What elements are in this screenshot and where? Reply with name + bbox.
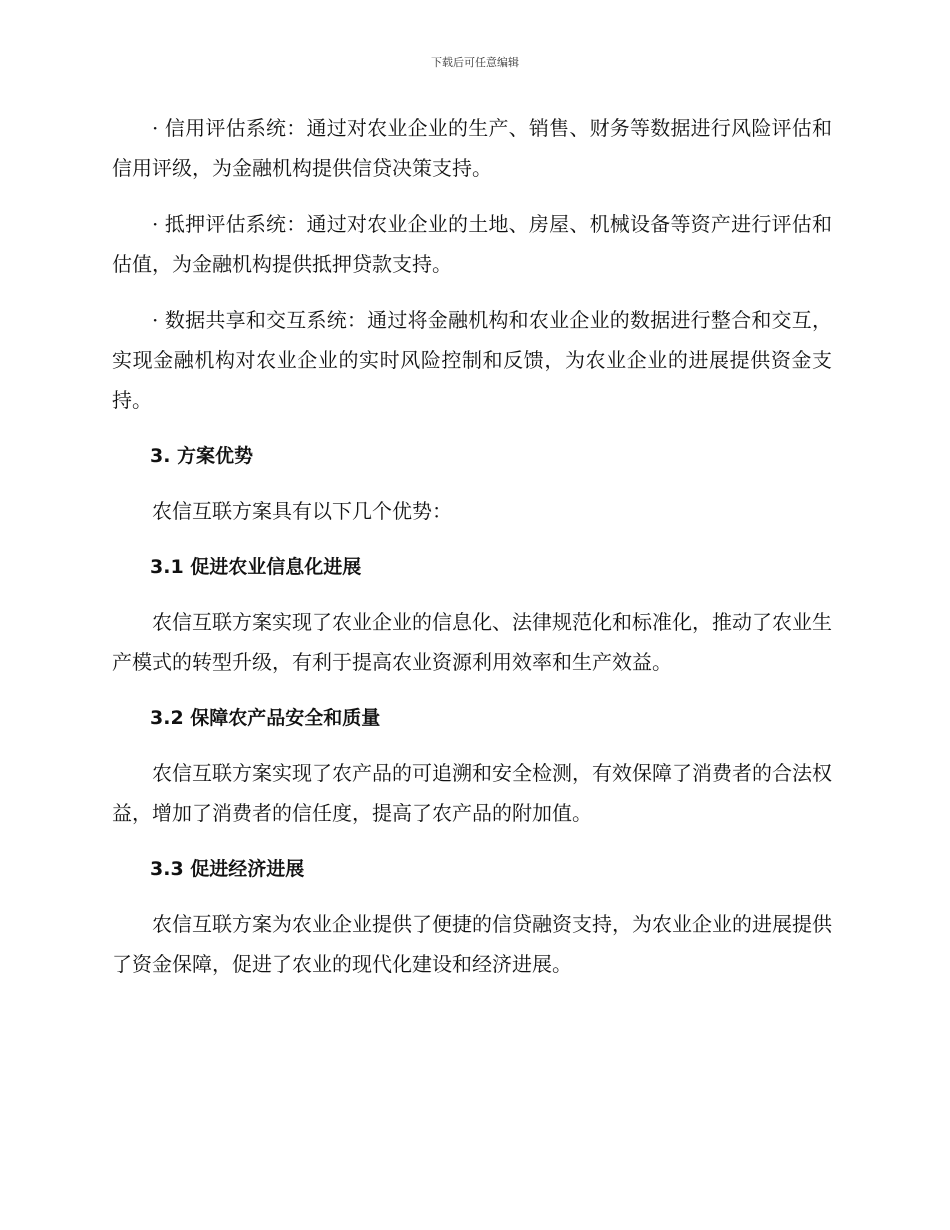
page-header: 下载后可任意编辑 <box>431 56 519 69</box>
section-3-1-text: 农信互联方案实现了农业企业的信息化、法律规范化和标准化，推动了农业生产模式的转型升级，有利于提高农业资源利用效率和生产效益。 <box>112 610 832 674</box>
bullet-credit-assessment: · 信用评估系统：通过对农业企业的生产、销售、财务等数据进行风险评估和信用评级，为金融机构提供信贷决策支持。 <box>112 116 832 180</box>
section-3-1-heading: 3.1 促进农业信息化进展 <box>150 556 362 578</box>
section-3-3-heading: 3.3 促进经济进展 <box>150 858 305 880</box>
document-body <box>112 108 832 1000</box>
section-3-intro: 农信互联方案具有以下几个优势： <box>152 499 452 523</box>
section-3-2-heading: 3.2 保障农产品安全和质量 <box>150 707 381 729</box>
section-3-heading: 3. 方案优势 <box>150 445 254 467</box>
section-3-3-text: 农信互联方案为农业企业提供了便捷的信贷融资支持，为农业企业的进展提供了资金保障，促进了农业的现代化建设和经济进展。 <box>112 912 832 976</box>
section-3-2-text: 农信互联方案实现了农产品的可追溯和安全检测，有效保障了消费者的合法权益，增加了消费者的信任度，提高了农产品的附加值。 <box>112 761 832 825</box>
bullet-mortgage-assessment: · 抵押评估系统：通过对农业企业的土地、房屋、机械设备等资产进行评估和估值，为金融机构提供抵押贷款支持。 <box>112 212 832 276</box>
bullet-data-sharing: · 数据共享和交互系统：通过将金融机构和农业企业的数据进行整合和交互，实现金融机构对农业企业的实时风险控制和反馈，为农业企业的进展提供资金支持。 <box>112 308 832 412</box>
